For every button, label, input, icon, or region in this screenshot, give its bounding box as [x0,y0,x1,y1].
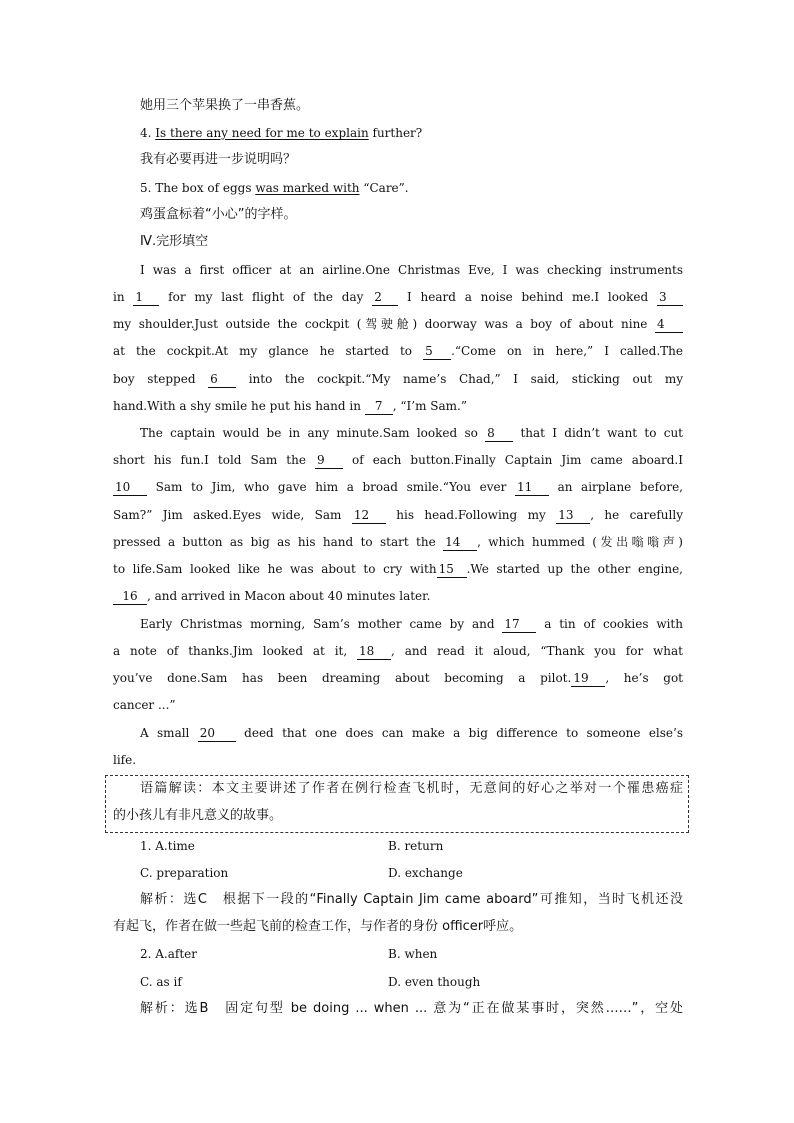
passage-line: cancer ...” [113,698,176,712]
passage-line: in 1 for my last flight of the day 2 I heard a noise behind me.I looked 3 [113,287,683,307]
blank-8: 8 [485,426,513,442]
blank-5: 5 [423,344,451,360]
sentence-4: 4. Is there any need for me to explain further? [140,126,423,140]
q1-option-d: D. exchange [388,866,463,880]
blank-18: 18 [357,644,391,660]
blank-15: 15 [437,562,467,578]
q1-option-b: B. return [388,839,444,853]
passage-line: boy stepped 6 into the cockpit.“My name’s Chad,” I said, sticking out my [113,372,683,386]
passage-line: a note of thanks.Jim looked at it, 18 , and read it aloud, “Thank you for what [113,644,683,658]
blank-6: 6 [208,372,236,388]
blank-1: 1 [133,290,159,306]
passage-line: Sam?” Jim asked.Eyes wide, Sam 12 his head.Following my 13 , he carefully [113,508,683,522]
blank-10: 10 [113,480,147,496]
summary-line: 的小孩儿有非凡意义的故事。 [113,808,283,823]
blank-7: 7 [365,399,393,415]
passage-line: 16 , and arrived in Macon about 40 minutes later. [113,586,683,606]
sentence-4-translation: 我有必要再进一步说明吗？ [140,152,297,167]
q1-option-a: 1. A.time [140,839,195,853]
passage-line: life. [113,753,137,767]
sentence-5-translation: 鸡蛋盒标着“小心”的字样。 [140,207,297,222]
q2-option-a: 2. A.after [140,947,197,961]
blank-13: 13 [556,508,590,524]
passage-line: my shoulder.Just outside the cockpit (驾驶舱) doorway was a boy of about nine 4 [113,314,683,334]
blank-19: 19 [571,671,605,687]
blank-3: 3 [657,290,683,306]
passage-line: pressed a button as big as his hand to start the 14 , which hummed (发出嗡嗡声) [113,535,683,549]
blank-9: 9 [315,453,343,469]
passage-line: The captain would be in any minute.Sam looked so 8 that I didn’t want to cut [140,426,683,440]
passage-line: Early Christmas morning, Sam’s mother came by and 17 a tin of cookies with [140,617,683,631]
q1-explanation: 解析：选C 根据下一段的“Finally Captain Jim came aboard”可推知，当时飞机还没 [140,892,683,907]
q1-explanation: 有起飞，作者在做一些起飞前的检查工作，与作者的身份 officer呼应。 [113,919,523,934]
passage-line: A small 20 deed that one does can make a big difference to someone else’s [140,726,683,740]
section-title: Ⅳ.完形填空 [140,234,209,249]
q2-option-d: D. even though [388,975,481,989]
passage-line: at the cockpit.At my glance he started to 5 .“Come on in here,” I called.The [113,344,683,358]
passage-line: hand.With a shy smile he put his hand in 7 , “I’m Sam.” [113,399,467,413]
blank-20: 20 [198,726,236,742]
passage-line: you’ve done.Sam has been dreaming about becoming a pilot. 19 , he’s got [113,671,683,685]
passage-line: 10 Sam to Jim, who gave him a broad smile.“You ever 11 an airplane before, [115,480,683,494]
q2-option-c: C. as if [140,975,182,989]
sentence-5: 5. The box of eggs was marked with “Care”. [140,181,409,195]
q2-explanation: 解析：选B 固定句型 be doing ... when ... 意为“正在做某事时，突然……”，空处 [140,1001,683,1016]
blank-14: 14 [443,535,477,551]
blank-11: 11 [515,480,549,496]
passage-line: I was a first officer at an airline.One Christmas Eve, I was checking instruments [140,263,683,277]
summary-line: 语篇解读：本文主要讲述了作者在例行检查飞机时，无意间的好心之举对一个罹患癌症 [140,781,683,796]
q1-option-c: C. preparation [140,866,229,880]
sentence-3-translation: 她用三个苹果换了一串香蕉。 [140,98,310,113]
blank-16: 16 [113,589,147,605]
q2-option-b: B. when [388,947,438,961]
blank-4: 4 [655,317,683,333]
passage-line: to life.Sam looked like he was about to cry with 15 .We started up the other engine, [113,562,683,576]
passage-line: short his fun.I told Sam the 9 of each button.Finally Captain Jim came aboard.I [113,453,683,467]
blank-17: 17 [502,617,536,633]
blank-2: 2 [372,290,398,306]
blank-12: 12 [352,508,386,524]
